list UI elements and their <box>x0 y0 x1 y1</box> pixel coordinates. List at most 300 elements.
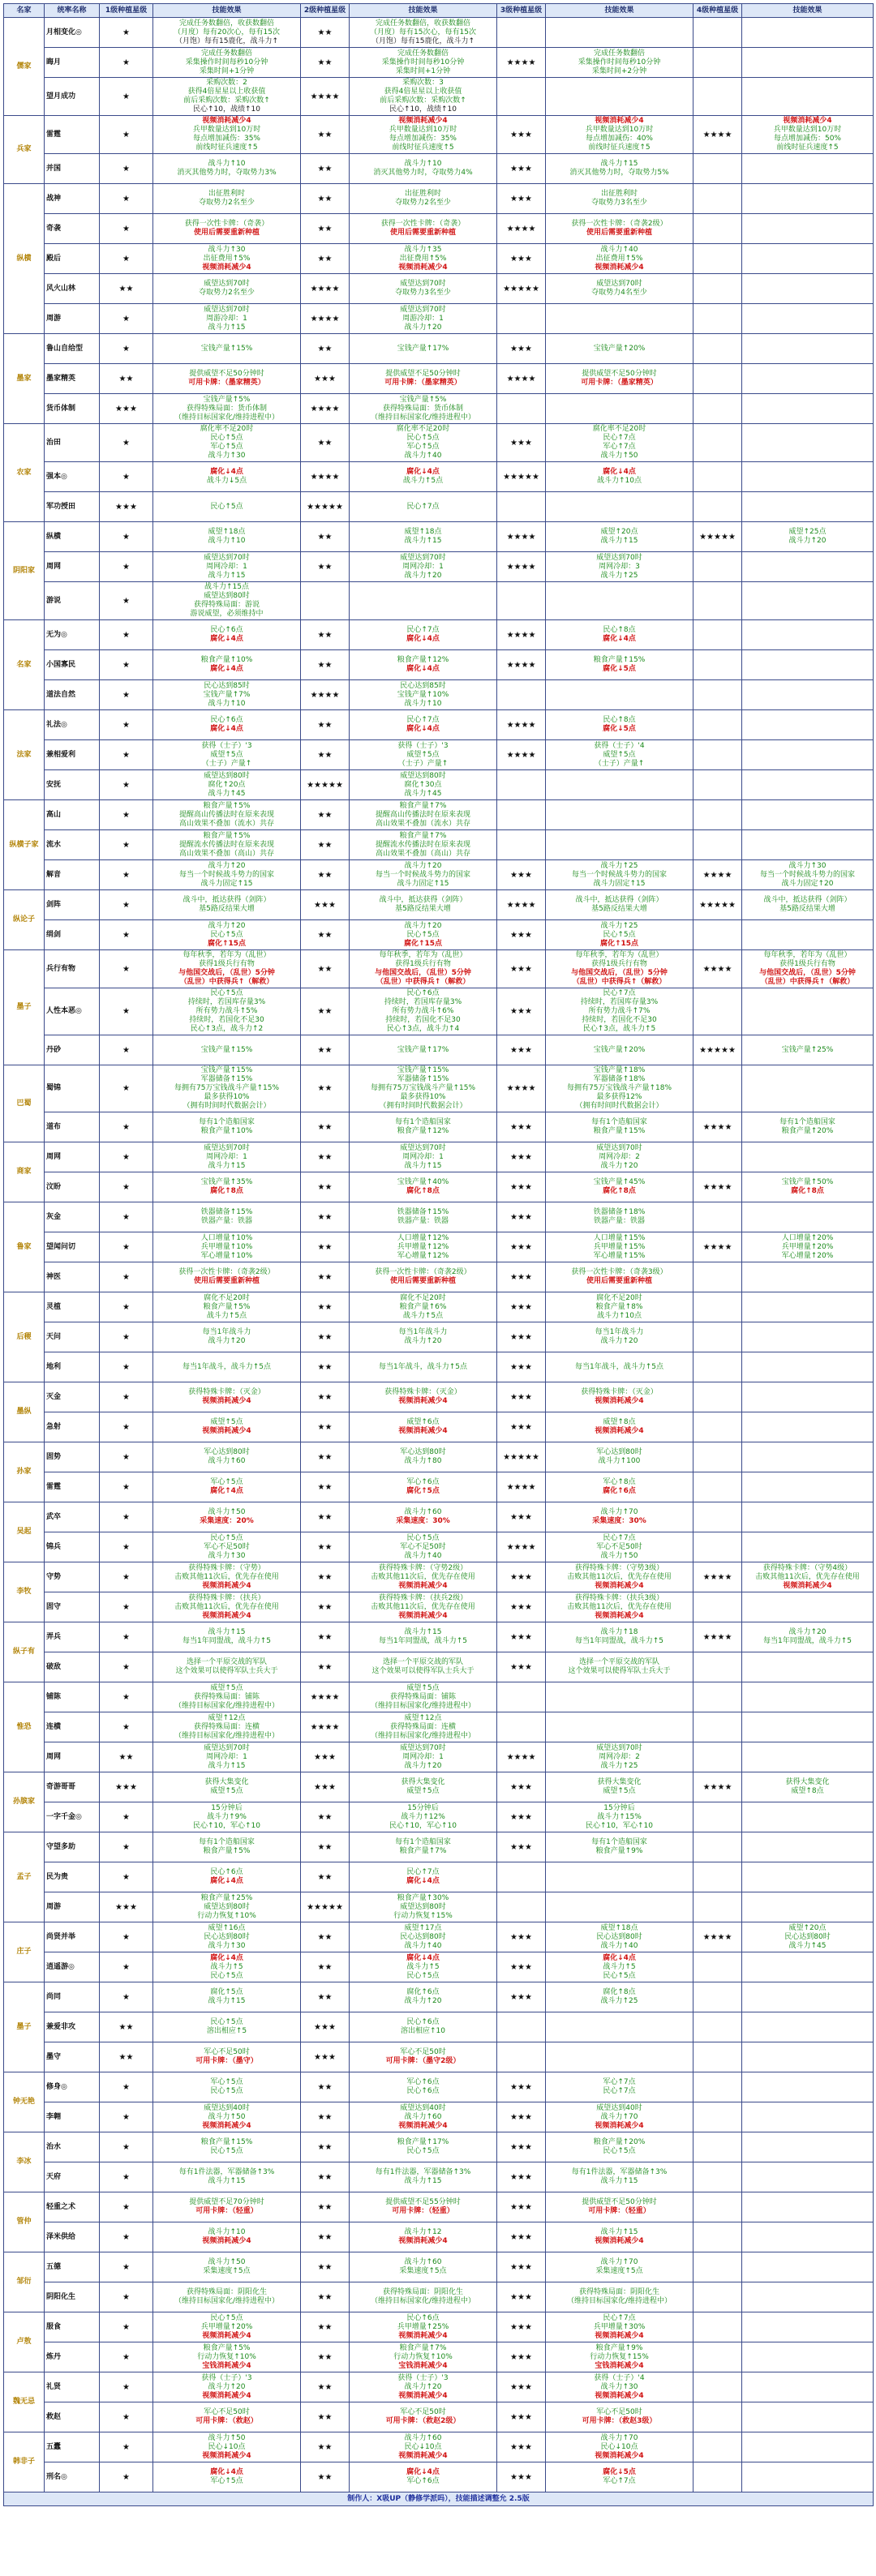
effect-line: 视频消耗减少4 <box>398 2451 448 2460</box>
level4-stars-cell <box>694 184 742 214</box>
level3-stars-cell: ★★★ <box>497 116 546 154</box>
effect-line: 获得（士子）'3 <box>201 2373 252 2382</box>
effect-line: 这个效果可以使得军队士兵大于 <box>568 1667 671 1675</box>
skill-name-cell: 阴阳化生 <box>45 2282 100 2312</box>
level1-effect-cell <box>153 364 301 394</box>
level3-stars-cell: ★★★ <box>497 2342 546 2372</box>
level2-stars-cell: ★★ <box>301 1172 350 1202</box>
effect-line: 战斗力↑25 <box>600 861 638 870</box>
level1-stars-cell: ★ <box>100 184 153 214</box>
effect-line: 宝钱产量↑15% <box>200 344 253 353</box>
effect-line: 人口增量↑12% <box>397 1233 449 1242</box>
effect-line: 视频消耗减少4 <box>202 2237 251 2245</box>
level1-effect-cell <box>153 1982 301 2012</box>
level2-stars-cell: ★★ <box>301 244 350 274</box>
effect-line: 宝钱产量↑18% <box>593 1066 646 1074</box>
level1-stars-cell: ★ <box>100 1442 153 1472</box>
level4-effect-cell <box>742 710 874 740</box>
effect-line: 威望↑8点 <box>791 1787 824 1795</box>
level3-stars-cell: ★★★ <box>497 1622 546 1652</box>
level3-effect-cell <box>546 1352 694 1382</box>
effect-line: 视频消耗减少4 <box>595 2331 644 2340</box>
effect-line: 视频消耗减少4 <box>595 1611 644 1620</box>
effect-line: 军心达到80时 <box>596 1448 642 1456</box>
level1-effect-cell <box>153 2342 301 2372</box>
effect-line: 获得特殊卡牌：（守势2级） <box>378 1563 468 1572</box>
level2-stars-cell: ★★★★ <box>301 680 350 710</box>
level3-stars-cell: ★★★ <box>497 2372 546 2402</box>
level4-effect-cell <box>742 770 874 800</box>
effect-line: 民心↑5点 <box>603 930 636 939</box>
effect-line: 兵甲增量↑30% <box>593 2322 646 2331</box>
effect-line: 周游冷却：1 <box>206 314 247 323</box>
effect-line: 粮食产量↑17% <box>397 2138 449 2146</box>
level1-stars-cell: ★ <box>100 1472 153 1502</box>
effect-line: 每点增加减伤：35% <box>389 135 457 143</box>
level2-stars-cell: ★★ <box>301 1262 350 1292</box>
level1-stars-cell: ★ <box>100 920 153 950</box>
level2-stars-cell: ★★ <box>301 2372 350 2402</box>
effect-line: 民心↑10，战绩↑10 <box>193 105 260 114</box>
effect-line: 战斗力↑60 <box>404 2433 442 2442</box>
table-row <box>4 1952 874 1982</box>
skill-name-cell: 小国寡民 <box>45 650 100 680</box>
effect-line: 获得（士子）'3 <box>397 741 449 750</box>
level1-effect-cell <box>153 492 301 522</box>
effect-line: 腐化↑15点 <box>403 939 443 948</box>
effect-line: 威望达到70时 <box>596 1143 642 1152</box>
table-row <box>4 1112 874 1142</box>
level1-effect-cell <box>153 1622 301 1652</box>
level2-effect-cell <box>350 244 497 274</box>
level2-effect-cell <box>350 1592 497 1622</box>
table-row <box>4 304 874 334</box>
level3-effect-cell <box>546 1502 694 1532</box>
effect-line: 每当1年同盟战，战斗力↑5 <box>575 1637 663 1645</box>
table-row <box>4 1652 874 1682</box>
effect-line: 战斗力↑20 <box>788 537 827 545</box>
level2-stars-cell: ★★ <box>301 1502 350 1532</box>
effect-line: 周网冷却：1 <box>402 1752 444 1761</box>
level2-stars-cell: ★★★ <box>301 364 350 394</box>
skill-name-cell: 五德 <box>45 2252 100 2282</box>
effect-line: 视频消耗减少4 <box>202 1427 251 1435</box>
effect-line: 威望↑5点 <box>603 750 636 759</box>
level2-effect-cell <box>350 552 497 582</box>
effect-line: 民心↓10点 <box>600 2442 638 2451</box>
table-row <box>4 492 874 522</box>
level4-effect-cell <box>742 2252 874 2282</box>
effect-line: （士子）产量↑ <box>397 759 449 768</box>
effect-line: 战斗力↑20 <box>788 1628 827 1636</box>
skill-name-cell: 泽米供给 <box>45 2222 100 2252</box>
header-level3-effect: 技能效果 <box>546 4 694 18</box>
level1-effect-cell <box>153 1742 301 1772</box>
table-body <box>4 18 874 2492</box>
effect-line: 每年秋季，若年为（乱世） <box>379 951 467 959</box>
level2-stars-cell: ★★ <box>301 2432 350 2462</box>
level2-effect-cell <box>350 770 497 800</box>
effect-line: 腐化↓4点 <box>406 665 440 673</box>
effect-line: 战斗力↑20 <box>404 571 442 580</box>
skill-name-cell: 奇游哥哥 <box>45 1772 100 1802</box>
effect-line: （维持目标国家化/维持进程中） <box>370 1731 476 1740</box>
effect-line: 威望↑5点 <box>210 750 243 759</box>
school-cell: 墨子 <box>4 1982 45 2072</box>
level1-effect-cell <box>153 1652 301 1682</box>
effect-line: 腐化↓4点 <box>406 1877 440 1885</box>
effect-line: 基5路反结果大增 <box>395 905 451 913</box>
effect-line: 每当1年战斗，战斗力↑5点 <box>379 1362 467 1371</box>
level4-stars-cell <box>694 1412 742 1442</box>
effect-line: 战斗力↑10 <box>404 699 442 708</box>
level3-stars-cell: ★★★★ <box>497 620 546 650</box>
level1-effect-cell <box>153 244 301 274</box>
level4-stars-cell: ★★★★ <box>694 1112 742 1142</box>
level1-stars-cell: ★ <box>100 1592 153 1622</box>
level3-effect-cell <box>546 2192 694 2222</box>
level3-effect-cell <box>546 1532 694 1562</box>
level4-effect-cell <box>742 1112 874 1142</box>
level4-stars-cell: ★★★★ <box>694 1562 742 1592</box>
table-row <box>4 740 874 770</box>
effect-line: 获得4倍星星以上收获值 <box>384 88 462 96</box>
skill-name-cell: 治水 <box>45 2132 100 2162</box>
level1-effect-cell <box>153 2252 301 2282</box>
level4-effect-cell <box>742 116 874 154</box>
level4-effect-cell <box>742 920 874 950</box>
level2-effect-cell <box>350 1982 497 2012</box>
effect-line: 这个效果可以使得军队士兵大于 <box>371 1667 474 1675</box>
level2-stars-cell: ★★★ <box>301 2042 350 2072</box>
skill-name-cell: 强本◎ <box>45 462 100 492</box>
level1-stars-cell: ★ <box>100 424 153 462</box>
effect-line: 民心↑5点 <box>603 2147 636 2155</box>
level4-stars-cell <box>694 18 742 48</box>
effect-line: 每有1个造船国家 <box>199 1118 255 1126</box>
effect-line: 民心↑5点 <box>210 502 243 511</box>
level4-effect-cell <box>742 1142 874 1172</box>
level3-effect-cell <box>546 18 694 48</box>
level1-effect-cell <box>153 552 301 582</box>
level1-stars-cell: ★ <box>100 2252 153 2282</box>
level3-stars-cell <box>497 830 546 860</box>
effect-line: （拥有时间时代数据会计） <box>575 1102 663 1110</box>
effect-line: 威望↑25点 <box>788 528 827 536</box>
level1-stars-cell: ★ <box>100 1172 153 1202</box>
effect-line: 战斗力↑40 <box>404 1551 442 1560</box>
level1-effect-cell <box>153 522 301 552</box>
effect-line: 军心增量↑12% <box>397 1251 449 1260</box>
skill-name-cell: 奇袭 <box>45 214 100 244</box>
effect-line: 采集速度↑5点 <box>203 2267 251 2275</box>
table-row <box>4 2252 874 2282</box>
level4-effect-cell <box>742 1622 874 1652</box>
level4-stars-cell <box>694 1592 742 1622</box>
level4-effect-cell <box>742 1035 874 1065</box>
level4-effect-cell <box>742 620 874 650</box>
skill-name-cell: 军功授田 <box>45 492 100 522</box>
effect-line: 战斗力↑20 <box>404 2382 442 2391</box>
skill-name-cell: 周网 <box>45 1142 100 1172</box>
level2-stars-cell: ★★ <box>301 2162 350 2192</box>
level3-effect-cell <box>546 1142 694 1172</box>
level1-stars-cell: ★ <box>100 2072 153 2102</box>
effect-line: 提供威望不足50分钟时 <box>582 370 657 378</box>
effect-line: 兵甲增量↑10% <box>200 1242 253 1251</box>
effect-line: 民心达到80时 <box>784 1932 831 1941</box>
effect-line: 粮食产量↑5% <box>203 2343 251 2352</box>
skill-name-cell: 战神 <box>45 184 100 214</box>
level2-stars-cell: ★★ <box>301 2282 350 2312</box>
effect-line: 每当一个时候战斗势力的国家 <box>178 870 274 879</box>
level3-effect-cell <box>546 2042 694 2072</box>
header-level4-stars: 4级种植星级 <box>694 4 742 18</box>
effect-line: 每拥有75万宝钱战斗产量↑15% <box>174 1084 279 1092</box>
level4-stars-cell: ★★★★★ <box>694 522 742 552</box>
level1-stars-cell: ★ <box>100 1682 153 1712</box>
table-row <box>4 1442 874 1472</box>
level4-stars-cell <box>694 214 742 244</box>
skill-name-cell: 李翱 <box>45 2102 100 2132</box>
level4-stars-cell <box>694 1262 742 1292</box>
effect-line: 战斗力↑10 <box>208 160 246 168</box>
table-row <box>4 2042 874 2072</box>
table-row <box>4 1065 874 1112</box>
effect-line: 军心↑5点 <box>210 443 243 451</box>
level3-effect-cell <box>546 2342 694 2372</box>
effect-line: 提醒流水传播法时在原来表现 <box>178 840 274 849</box>
level3-stars-cell: ★★★ <box>497 2162 546 2192</box>
level4-effect-cell <box>742 154 874 184</box>
effect-line: 出征费用↑5% <box>399 254 447 263</box>
effect-line: 视频消耗减少4 <box>595 117 644 125</box>
effect-line: 威望↑12点 <box>208 1713 246 1722</box>
level4-effect-cell <box>742 1172 874 1202</box>
level1-stars-cell: ★★★ <box>100 1772 153 1802</box>
effect-line: 民心↑7点 <box>406 1868 440 1876</box>
level4-effect-cell <box>742 830 874 860</box>
effect-line: 民心↑10，军心↑10 <box>193 1821 260 1830</box>
effect-line: 战斗力↑20 <box>600 1161 638 1170</box>
level3-stars-cell: ★★★ <box>497 950 546 988</box>
effect-line: （拥有时间时代数据会计） <box>379 1102 467 1110</box>
table-row <box>4 1712 874 1742</box>
effect-line: 军心增量↑15% <box>593 1251 646 1260</box>
level4-effect-cell <box>742 680 874 710</box>
effect-line: 粮食产量↑10% <box>200 1127 253 1135</box>
level2-effect-cell <box>350 1862 497 1892</box>
effect-line: 获得特殊局面：连横 <box>389 1722 456 1731</box>
level2-effect-cell <box>350 1112 497 1142</box>
level1-stars-cell: ★★ <box>100 364 153 394</box>
level2-stars-cell: ★★ <box>301 1322 350 1352</box>
effect-line: 腐化率不足20时 <box>592 425 646 433</box>
level2-stars-cell: ★★ <box>301 2102 350 2132</box>
effect-line: 腐化↑15点 <box>599 939 639 948</box>
table-row <box>4 462 874 492</box>
level2-effect-cell <box>350 1652 497 1682</box>
level4-effect-cell <box>742 2402 874 2432</box>
effect-line: 战斗力↑60 <box>404 1508 442 1516</box>
effect-line: 宝钱产量↑10% <box>397 690 449 699</box>
effect-line: 铁器储备↑18% <box>593 1208 646 1216</box>
effect-line: 周网冷却：3 <box>599 562 640 571</box>
effect-line: 民心↑5点 <box>210 2313 243 2322</box>
level4-stars-cell <box>694 740 742 770</box>
effect-line: 视频消耗减少4 <box>595 2237 644 2245</box>
effect-line: 军心增量↑10% <box>200 1251 253 1260</box>
effect-line: 战斗力↑20 <box>208 861 246 870</box>
effect-line: 民心↑7点 <box>603 1533 636 1542</box>
table-row <box>4 830 874 860</box>
effect-line: 腐化↓4点 <box>210 2468 243 2476</box>
level4-effect-cell <box>742 1832 874 1862</box>
level3-effect-cell <box>546 1772 694 1802</box>
level3-stars-cell: ★★★★ <box>497 890 546 920</box>
effect-line: 战斗力↑15 <box>208 323 246 332</box>
effect-line: 每当一个时候战斗势力的国家 <box>759 870 855 879</box>
effect-line: 击败其他11次后，优先存在使用 <box>567 1572 672 1581</box>
level1-stars-cell: ★ <box>100 1562 153 1592</box>
effect-line: 行动力恢复↑15% <box>590 2352 649 2361</box>
effect-line: 采集速度：30% <box>592 1517 646 1525</box>
level3-stars-cell: ★★★ <box>497 860 546 890</box>
level4-effect-cell <box>742 1952 874 1982</box>
level1-stars-cell: ★ <box>100 18 153 48</box>
school-cell: 邹衍 <box>4 2252 45 2312</box>
effect-line: 兵甲数量达到10万时 <box>192 126 261 134</box>
level2-effect-cell <box>350 1772 497 1802</box>
effect-line: 战斗力↑15 <box>600 537 638 545</box>
level4-stars-cell <box>694 424 742 462</box>
effect-line: 威望↑8点 <box>603 1418 636 1426</box>
effect-line: 周游冷却：1 <box>402 314 444 323</box>
effect-line: （维持目标国家化/维持进程中） <box>174 1701 280 1710</box>
effect-line: 击败其他11次后，优先存在使用 <box>371 1572 475 1581</box>
effect-line: 视频消耗减少4 <box>398 1397 448 1405</box>
effect-line: 战斗力固定↑15 <box>200 879 253 888</box>
level1-stars-cell: ★ <box>100 1142 153 1172</box>
level3-stars-cell: ★★★ <box>497 1382 546 1412</box>
effect-line: 获得特殊卡牌：（扶兵） <box>188 1593 265 1602</box>
level1-stars-cell: ★ <box>100 2432 153 2462</box>
level3-effect-cell <box>546 860 694 890</box>
effect-line: 获得特殊卡牌：（灭金） <box>581 1388 658 1396</box>
effect-line: 粮食产量↑8% <box>595 1302 643 1311</box>
effect-line: 视频消耗减少4 <box>398 263 448 272</box>
effect-line: 腐化↓4点 <box>406 468 440 476</box>
level3-effect-cell <box>546 1232 694 1262</box>
effect-line: 夺取势力4名至少 <box>591 289 647 297</box>
effect-line: 获得一次性卡牌：（奇袭） <box>184 220 269 228</box>
effect-line: 周网冷却：2 <box>599 1152 640 1161</box>
effect-line: 粮食产量↑5% <box>203 1847 251 1855</box>
effect-line: 可用卡牌：（救赵2级） <box>385 2417 461 2425</box>
effect-line: 提供威望不足50分钟时 <box>582 2198 657 2206</box>
level3-effect-cell <box>546 2462 694 2492</box>
effect-line: 战斗力↑9% <box>207 1812 247 1821</box>
level2-effect-cell <box>350 1802 497 1832</box>
level3-stars-cell <box>497 582 546 620</box>
level1-stars-cell: ★ <box>100 800 153 830</box>
effect-line: 视频消耗减少4 <box>398 1611 448 1620</box>
header-level1-stars: 1级种植星级 <box>100 4 153 18</box>
effect-line: 视频消耗减少4 <box>398 1427 448 1435</box>
level3-stars-cell: ★★★ <box>497 154 546 184</box>
effect-line: 人口增量↑20% <box>781 1233 834 1242</box>
level4-stars-cell <box>694 334 742 364</box>
table-row <box>4 244 874 274</box>
effect-line: 腐化率不足20时 <box>200 425 254 433</box>
level4-stars-cell <box>694 1832 742 1862</box>
effect-line: 战斗力↑15% <box>597 1812 642 1821</box>
level3-stars-cell: ★★★★★ <box>497 1442 546 1472</box>
level2-stars-cell: ★★ <box>301 1352 350 1382</box>
table-row <box>4 1862 874 1892</box>
effect-line: 获得特殊卡牌：（守势） <box>188 1563 265 1572</box>
school-cell: 墨子 <box>4 950 45 1065</box>
table-row <box>4 184 874 214</box>
level4-effect-cell <box>742 2102 874 2132</box>
effect-line: 战斗力↑15 <box>404 1161 442 1170</box>
effect-line: 军心↑8点 <box>603 1478 636 1486</box>
level2-effect-cell <box>350 920 497 950</box>
effect-line: 宝钱产量↑15% <box>200 1045 253 1054</box>
effect-line: 战斗力↑15 <box>208 1997 246 2005</box>
level4-effect-cell <box>742 650 874 680</box>
effect-line: 视频消耗减少4 <box>595 1581 644 1590</box>
effect-line: 威望达到70时 <box>400 1743 446 1752</box>
effect-line: 采集速度↑5点 <box>595 2267 643 2275</box>
level2-effect-cell <box>350 1202 497 1232</box>
level2-effect-cell <box>350 1922 497 1952</box>
effect-line: 人口增量↑10% <box>200 1233 253 1242</box>
level4-effect-cell <box>742 582 874 620</box>
effect-line: （士子）产量↑ <box>594 759 645 768</box>
effect-line: 游说威望，必须维持中 <box>190 610 264 618</box>
level4-stars-cell <box>694 1322 742 1352</box>
effect-line: 持续时，若国化不足30 <box>189 1016 264 1024</box>
level1-stars-cell: ★★ <box>100 274 153 304</box>
level1-effect-cell <box>153 950 301 988</box>
effect-line: 民心↑6点 <box>210 626 243 634</box>
level4-effect-cell <box>742 2282 874 2312</box>
skill-name-cell: 固守 <box>45 1592 100 1622</box>
level4-stars-cell <box>694 2282 742 2312</box>
level4-effect-cell <box>742 492 874 522</box>
table-row <box>4 1592 874 1622</box>
level3-stars-cell: ★★★★ <box>497 522 546 552</box>
level4-stars-cell <box>694 1742 742 1772</box>
level2-effect-cell <box>350 18 497 48</box>
level4-effect-cell <box>742 740 874 770</box>
school-cell: 名家 <box>4 620 45 710</box>
effect-line: 战斗力↑40 <box>404 1941 442 1950</box>
level2-effect-cell <box>350 2222 497 2252</box>
level1-stars-cell: ★ <box>100 1202 153 1232</box>
level1-stars-cell: ★ <box>100 2402 153 2432</box>
level1-stars-cell: ★ <box>100 830 153 860</box>
level4-effect-cell <box>742 2192 874 2222</box>
skill-name-cell: 天府 <box>45 2162 100 2192</box>
level2-stars-cell: ★★ <box>301 1622 350 1652</box>
effect-line: 战斗力固定↑15 <box>593 879 646 888</box>
level2-stars-cell: ★★ <box>301 522 350 552</box>
level4-stars-cell <box>694 1352 742 1382</box>
level1-effect-cell <box>153 800 301 830</box>
effect-line: （维持目标国家化/维持进程中） <box>174 413 280 422</box>
